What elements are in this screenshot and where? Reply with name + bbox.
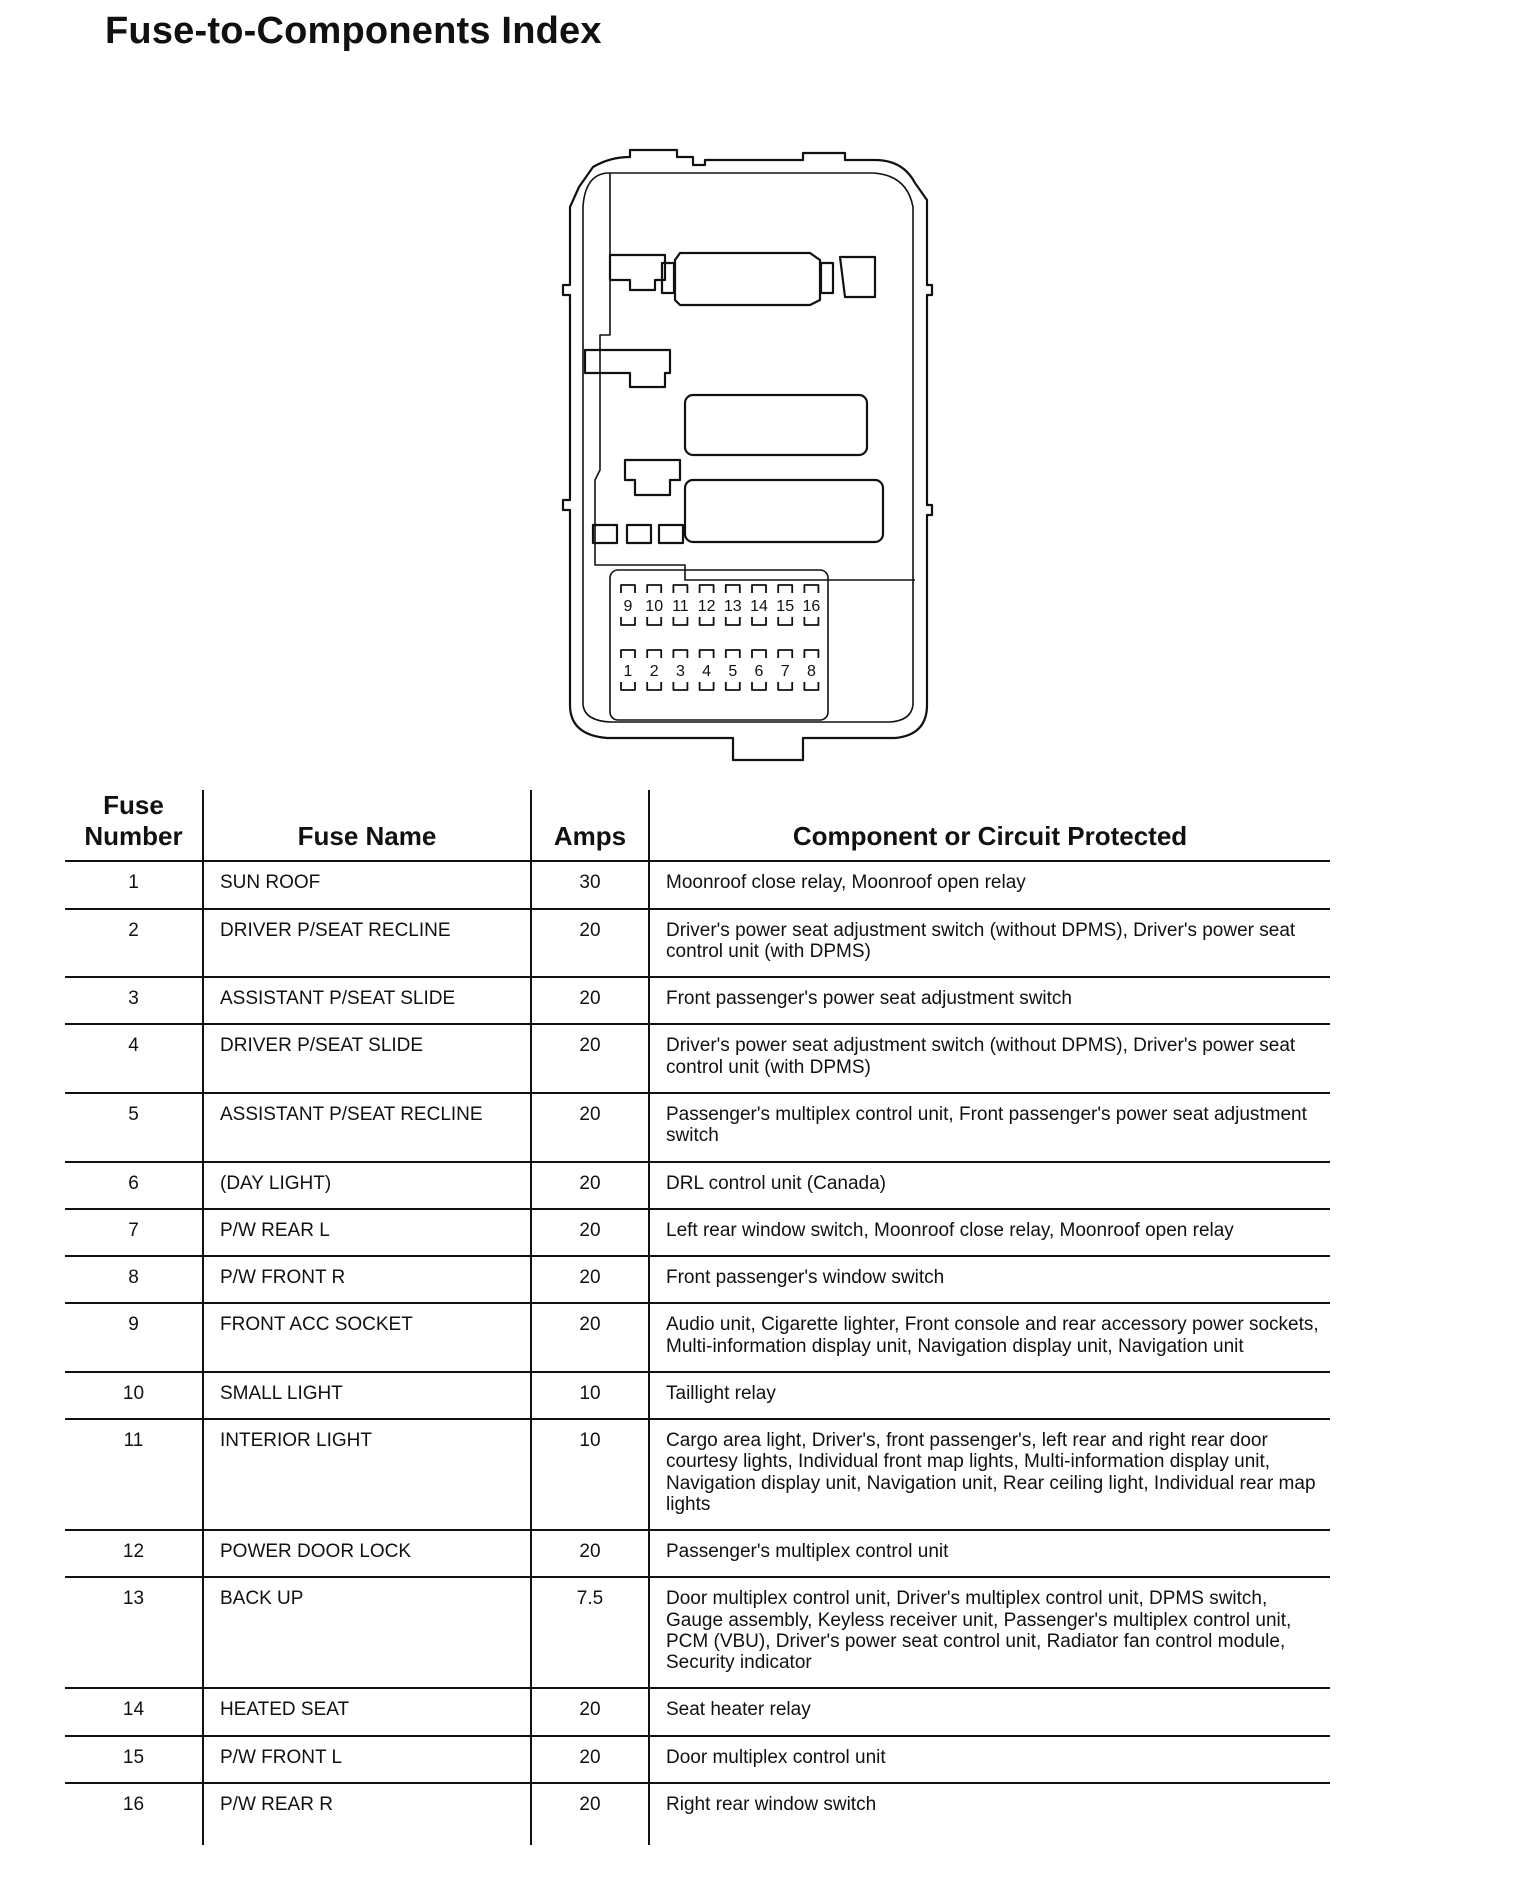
component-cell: Cargo area light, Driver's, front passenger's, left rear and right rear door courtesy lights, Individual front map lights, Multi-information display unit, Navigation display unit, Navigation unit, Rear ceiling light, Individual rear map lights [649, 1419, 1330, 1530]
fuse-number-cell: 16 [122, 1794, 145, 1816]
fuse-position-label: 1 [623, 663, 633, 680]
relay-small-center [625, 460, 680, 495]
fuse-number-cell: 14 [65, 1688, 203, 1735]
fuse-slot-top-3 [673, 650, 687, 658]
fuse-slot-bottom-5 [726, 682, 740, 690]
table-row [65, 1209, 1330, 1256]
table-row [65, 1530, 1330, 1577]
fuse-name-cell: SUN ROOF [203, 861, 531, 908]
fuse-slot-bottom-8 [804, 682, 818, 690]
fuse-name-cell: HEATED SEAT [203, 1688, 531, 1735]
component-cell: Right rear window switch [649, 1783, 1330, 1845]
fuse-position-label: 11 [672, 598, 689, 615]
fuse-position-label: 7 [780, 663, 790, 680]
fuse-position-label: 10 [645, 598, 664, 615]
fuse-number-cell: 6 [65, 1162, 203, 1209]
table-header-row [65, 790, 1330, 861]
fuse-position-label: 4 [702, 663, 712, 680]
fuse-slot-top-7 [778, 650, 792, 658]
fuse-name-cell: P/W REAR L [203, 1209, 531, 1256]
fuse-slot-bottom-12 [700, 617, 714, 625]
component-cell: DRL control unit (Canada) [649, 1162, 1330, 1209]
connector-mid-lower [685, 480, 883, 542]
table-row [65, 1256, 1330, 1303]
fuse-number-cell: 3 [65, 977, 203, 1024]
table-row [65, 909, 1330, 978]
fuse-name-cell: POWER DOOR LOCK [203, 1530, 531, 1577]
fuse-number-cell: 5 [65, 1093, 203, 1162]
fuse-name-cell: FRONT ACC SOCKET [203, 1303, 531, 1372]
fuse-name-cell: SMALL LIGHT [203, 1372, 531, 1419]
fuse-position-label: 16 [802, 598, 821, 615]
fuse-amps-cell: 20 [531, 1256, 649, 1303]
fuse-position-label: 13 [723, 598, 742, 615]
fuse-name-cell: DRIVER P/SEAT SLIDE [203, 1024, 531, 1093]
fuse-slot-top-8 [804, 650, 818, 658]
component-cell: Passenger's multiplex control unit [649, 1530, 1330, 1577]
fuse-slot-bottom-10 [647, 617, 661, 625]
fuse-slot-top-4 [700, 650, 714, 658]
header-component: Component or Circuit Protected [649, 790, 1330, 861]
fuse-amps-cell: 20 [531, 977, 649, 1024]
table-row [65, 1419, 1330, 1530]
fuse-number-cell: 1 [65, 861, 203, 908]
fuse-number-cell: 15 [65, 1736, 203, 1783]
fuse-name-cell: P/W FRONT R [203, 1256, 531, 1303]
fuse-name-cell: BACK UP [203, 1577, 531, 1688]
fuse-amps-cell: 20 [531, 1303, 649, 1372]
fuse-number-cell: 8 [65, 1256, 203, 1303]
fuse-slot-bottom-1 [621, 682, 635, 690]
fuse-amps-cell: 20 [531, 1530, 649, 1577]
table-row [65, 1688, 1330, 1735]
fuse-name-cell: P/W REAR R [203, 1783, 531, 1845]
component-cell: Driver's power seat adjustment switch (without DPMS), Driver's power seat control unit (with DPMS) [649, 1024, 1330, 1093]
fuse-number-cell: 13 [65, 1577, 203, 1688]
table-row [65, 1736, 1330, 1783]
table-row [65, 1783, 1330, 1845]
component-cell: Moonroof close relay, Moonroof open relay [649, 861, 1330, 908]
fuse-slot-top-6 [752, 650, 766, 658]
component-cell: Passenger's multiplex control unit, Front passenger's power seat adjustment switch [649, 1093, 1330, 1162]
fuse-slot-top-16 [804, 585, 818, 593]
table-row [65, 1372, 1330, 1419]
fuse-slot-top-5 [726, 650, 740, 658]
fuse-amps-cell: 20 [531, 1736, 649, 1783]
fuse-name-cell: (DAY LIGHT) [203, 1162, 531, 1209]
page-title: Fuse-to-Components Index [105, 10, 602, 52]
fuse-slot-top-11 [673, 585, 687, 593]
fuse-position-label: 12 [697, 598, 716, 615]
fuse-number-cell: 11 [65, 1419, 203, 1530]
fuse-slot-bottom-14 [752, 617, 766, 625]
fuse-slot-bottom-16 [804, 617, 818, 625]
component-cell: Front passenger's power seat adjustment switch [649, 977, 1330, 1024]
fuse-slot-bottom-2 [647, 682, 661, 690]
table-row [65, 977, 1330, 1024]
fuse-amps-cell: 20 [531, 1688, 649, 1735]
fuse-position-label: 3 [675, 663, 685, 680]
component-cell: Driver's power seat adjustment switch (without DPMS), Driver's power seat control unit (with DPMS) [649, 909, 1330, 978]
fuse-amps-cell: 10 [531, 1372, 649, 1419]
fuse-slot-top-15 [778, 585, 792, 593]
header-fuse-number-line1: Fuse [103, 790, 164, 820]
relay-top-right [840, 257, 875, 297]
fuse-position-label: 8 [806, 663, 816, 680]
component-cell: Door multiplex control unit [649, 1736, 1330, 1783]
fuse-slot-bottom-15 [778, 617, 792, 625]
fuse-amps-cell: 20 [531, 1162, 649, 1209]
relay-top-left [610, 255, 665, 290]
fuse-slot-bottom-3 [673, 682, 687, 690]
fuse-amps-cell: 20 [531, 1024, 649, 1093]
component-cell: Front passenger's window switch [649, 1256, 1330, 1303]
fuse-slot-bottom-13 [726, 617, 740, 625]
table-row [65, 1577, 1330, 1688]
fuse-position-label: 6 [754, 663, 764, 680]
fuse-name-cell: ASSISTANT P/SEAT SLIDE [203, 977, 531, 1024]
fuse-position-label: 15 [776, 598, 795, 615]
fuse-slot-top-1 [621, 650, 635, 658]
component-cell: Audio unit, Cigarette lighter, Front console and rear accessory power sockets, Multi-information display unit, Navigation display unit, Navigation unit [649, 1303, 1330, 1372]
connector-top-large [675, 253, 820, 305]
fuse-block [610, 570, 828, 720]
component-cell: Door multiplex control unit, Driver's multiplex control unit, DPMS switch, Gauge assembly, Keyless receiver unit, Passenger's multiplex control unit, PCM (VBU), Driver's power seat control unit, Radiator fan control module, Security indicator [649, 1577, 1330, 1688]
fuse-amps-cell: 30 [531, 861, 649, 908]
component-cell: Seat heater relay [649, 1688, 1330, 1735]
fuse-number-cell: 12 [65, 1530, 203, 1577]
header-fuse-number [65, 790, 203, 861]
table-row [65, 1162, 1330, 1209]
fuse-position-label: 9 [623, 598, 633, 615]
connector-mid-upper [685, 395, 867, 455]
fuse-amps-cell: 20 [531, 909, 649, 978]
header-fuse-name: Fuse Name [203, 790, 531, 861]
fuse-name-cell: DRIVER P/SEAT RECLINE [203, 909, 531, 978]
fuse-position-label: 2 [649, 663, 659, 680]
fuse-slot-bottom-4 [700, 682, 714, 690]
table-row [65, 1303, 1330, 1372]
fuse-amps-cell: 20 [531, 1093, 649, 1162]
fuse-amps-cell: 7.5 [531, 1577, 649, 1688]
fuse-slot-top-12 [700, 585, 714, 593]
table-row [65, 1093, 1330, 1162]
table-row [65, 861, 1330, 908]
header-fuse-number-line2: Number [84, 821, 183, 852]
header-amps: Amps [531, 790, 649, 861]
fuse-slot-bottom-11 [673, 617, 687, 625]
fuse-amps-cell: 20 [531, 1783, 649, 1845]
fuse-slot-top-9 [621, 585, 635, 593]
fuse-slot-bottom-6 [752, 682, 766, 690]
fuse-number-cell: 2 [65, 909, 203, 978]
component-cell: Taillight relay [649, 1372, 1330, 1419]
fuse-amps-cell: 10 [531, 1419, 649, 1530]
fuse-slot-top-10 [647, 585, 661, 593]
table-row [65, 1024, 1330, 1093]
fuse-slot-bottom-7 [778, 682, 792, 690]
fuse-number-cell: 4 [65, 1024, 203, 1093]
fuse-name-cell: P/W FRONT L [203, 1736, 531, 1783]
fuse-name-cell: ASSISTANT P/SEAT RECLINE [203, 1093, 531, 1162]
fuse-slot-bottom-9 [621, 617, 635, 625]
fuse-slot-top-13 [726, 585, 740, 593]
component-cell: Left rear window switch, Moonroof close relay, Moonroof open relay [649, 1209, 1330, 1256]
fuse-position-label: 14 [750, 598, 768, 615]
fuse-number-cell: 9 [65, 1303, 203, 1372]
relay-left-mid [585, 350, 670, 387]
fuse-table [65, 790, 1330, 1845]
fuse-position-label: 5 [728, 663, 738, 680]
fuse-box-diagram [555, 145, 955, 765]
fuse-slot-top-14 [752, 585, 766, 593]
fuse-number-cell: 7 [65, 1209, 203, 1256]
fuse-slot-top-2 [647, 650, 661, 658]
fuse-name-cell: INTERIOR LIGHT [203, 1419, 531, 1530]
fuse-amps-cell: 20 [531, 1209, 649, 1256]
fuse-number-cell: 10 [65, 1372, 203, 1419]
